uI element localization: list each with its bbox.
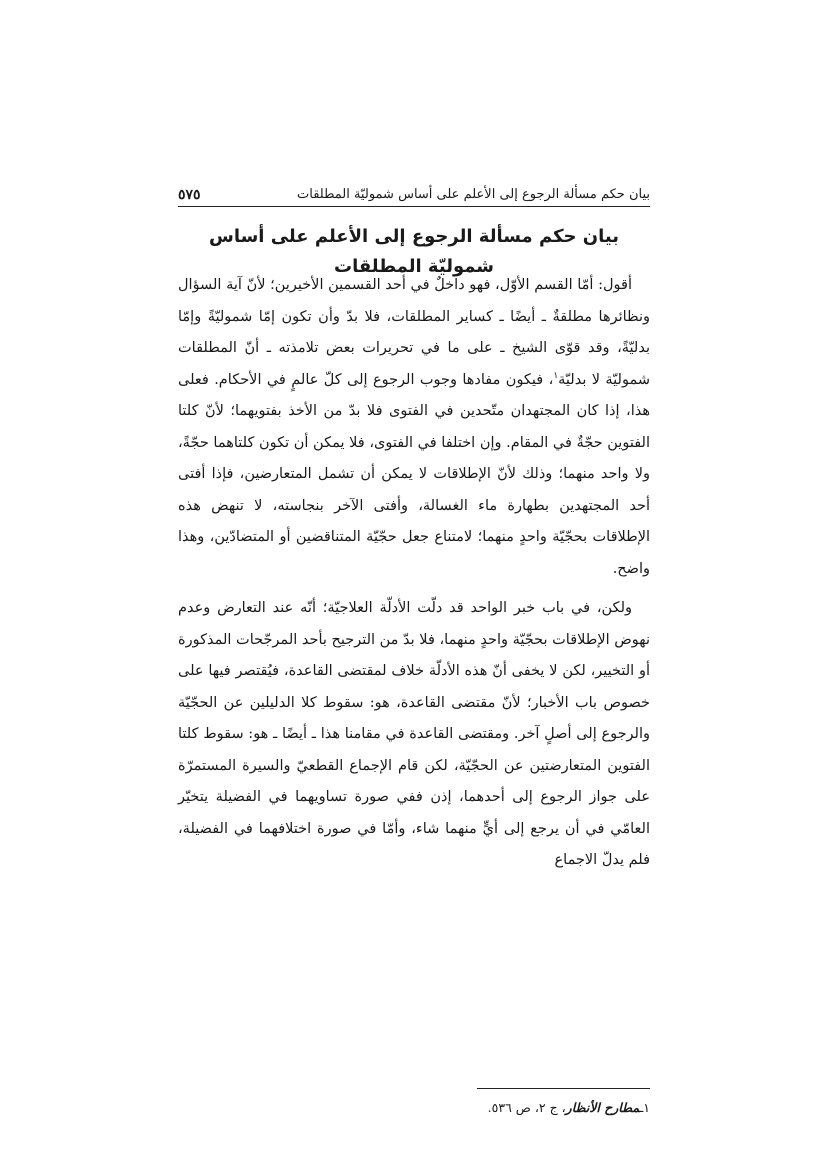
footnote-number: ١ـ [639, 1100, 650, 1115]
running-head [178, 176, 650, 204]
body-text [178, 270, 650, 877]
paragraph-1 [178, 270, 650, 585]
footnote [178, 1098, 650, 1118]
footnote-reference: ١ [553, 370, 559, 381]
paragraph-1-text-a: أقول: أمّا القسم الأوّل، فهو داخلٌ في أحد القسمين الأخيرين؛ لأنّ آية السؤال ونظائرها مطلقةٌ ـ أيضًا ـ كساير المطلقات، فلا بدّ وأن تكون إمّا شموليّةً وإمّا بدليّةً، وقد قوّى الشيخ ـ على ما في تحريرات بعض تلامذته ـ أنّ المطلقات شموليّة لا بدليّة [178, 277, 650, 388]
page-number: ٥٧٥ [178, 187, 201, 203]
paragraph-1-text-b: ، فيكون مفادها وجوب الرجوع إلى كلّ عالمٍ في الأحكام. فعلى هذا، إذا كان المجتهدان متّحدين في الفتوى فلا بدّ من الأخذ بفتويهما؛ لأنّ كلتا الفتوين حجّةٌ في المقام. وإن اختلفا في الفتوى، فلا يمكن أن تكون كلتاهما حجّةً، ولا واحد منهما؛ وذلك لأنّ الإطلاقات لا يمكن أن تشمل المتعارضين، فإذا أفتى أحد المجتهدين بطهارة ماء الغسالة، وأفتى الآخر بنجاسته، لا تنهض هذه الإطلاقات بحجّيّة واحدٍ منهما؛ لامتناع جعل حجّيّة المتناقضين أو المتضادّين، وهذا واضح. [178, 371, 650, 577]
running-title: بيان حكم مسألة الرجوع إلى الأعلم على أساس شموليّة المطلقات [297, 187, 650, 202]
footnote-citation: ، ج ٢، ص ٥٣٦. [487, 1100, 566, 1115]
paragraph-2: ولكن، في باب خبر الواحد قد دلّت الأدلّة العلاجيّة؛ أنّه عند التعارض وعدم نهوض الإطلاقات بحجّيّة واحدٍ منهما، فلا بدّ من الترجيح بأحد المرجّحات المذكورة أو التخيير، لكن لا يخفى أنّ هذه الأدلّة خلاف لمقتضى القاعدة، فيُقتصر فيها على خصوص باب الأخبار؛ لأنّ مقتضى القاعدة، هو: سقوط كلا الدليلين عن الحجّيّة والرجوع إلى أصلٍ آخر. ومقتضى القاعدة في مقامنا هذا ـ أيضًا ـ هو: سقوط كلتا الفتوين المتعارضتين عن الحجّيّة، لكن قام الإجماع القطعيّ والسيرة المستمرّة على جواز الرجوع إلى أحدهما، إذن ففي صورة تساويهما في الفضيلة يتخيّر العامّي في أن يرجع إلى أيٍّ منهما شاء، وأمّا في صورة اختلافهما في الفضيلة، فلم يدلّ الاجماع [178, 600, 650, 868]
section-title: بيان حكم مسألة الرجوع إلى الأعلم على أساس شموليّة المطلقات [208, 226, 620, 277]
header-rule [178, 206, 650, 207]
footnote-source-title: مطارح الأنظار [565, 1100, 640, 1115]
footnote-rule [477, 1088, 650, 1089]
